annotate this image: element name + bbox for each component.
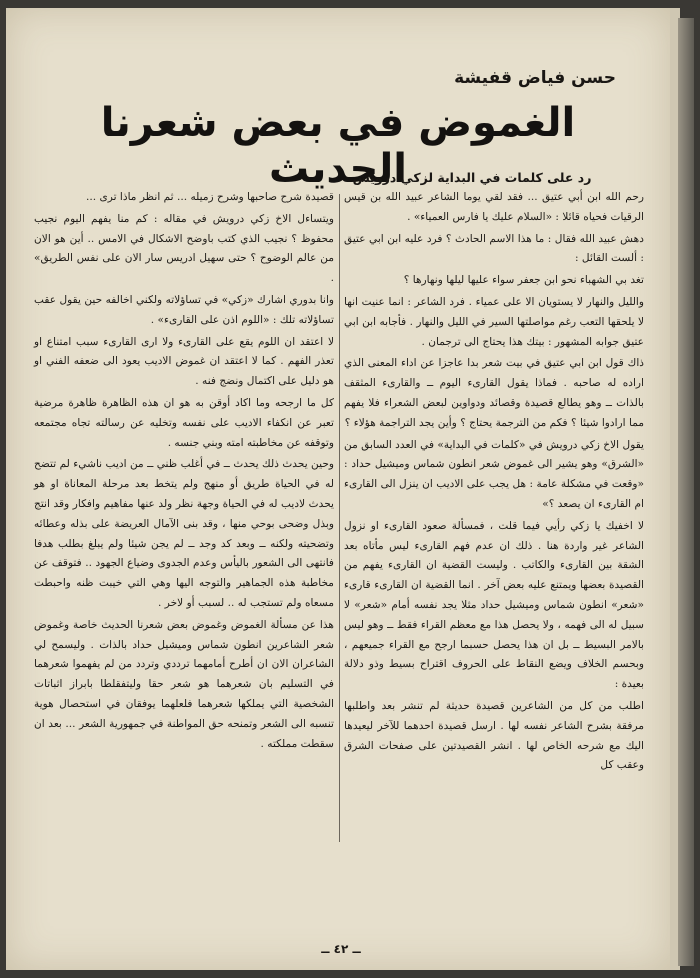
paragraph: لا اخفيك يا زكي رأيي فيما قلت ، فمسألة صعود القارىء او نزول الشاعر غير واردة هنا . ذلك ان عدم فهم القارىء ليس مأتاه بعد الشقة بين القارىء والكاتب . وليست القضية ان القارىء يفهم من القصيدة بعضها ويمتنع عليه بعض آخر . انما القضية ان القارىء قارىء «شعر» انطون شماس وميشيل حداد مثلا يجد نفسه أمام «شعر» لا سبيل له الى فهمه ، ولا يحصل هذا مع معظم القراء فقط ــ وهو ليس بالامر البسيط ــ بل ان هذا يحصل حسبما ارجح مع القراء جميعهم ، وبحسم الخلاف ويضع النقاط على الحروف اقتراح بسيط وذو دلالة بعيدة : <box>344 519 644 691</box>
paragraph: كل ما ارجحه وما اكاد أوقن به هو ان هذه الظاهرة ظاهرة مرضية تعبر عن انكفاء الاديب على نفسه وتخليه عن رسالته تجاه مجتمعه وتوقفه عن مخاطبته امته وبني جنسه . <box>34 396 334 449</box>
paragraph: دهش عبيد الله فقال : ما هذا الاسم الحادث ؟ فرد عليه ابن ابي عتيق : ألست القائل : <box>344 232 644 265</box>
paragraph: يقول الاخ زكي درويش في «كلمات في البداية» في العدد السابق من «الشرق» وهو يشير الى غموض شعر انطون شماس وميشيل حداد : «وقعت في مشكلة عامة : هل يجب على الاديب ان ينزل الى القارىء ام القارىء ان يصعد ؟» <box>344 438 644 510</box>
article-author: حسن فياض قفيشة <box>454 68 616 88</box>
column-divider <box>339 194 340 842</box>
paragraph: ويتساءل الاخ زكي درويش في مقاله : كم منا يفهم اليوم نجيب محفوظ ؟ نجيب الذي كتب باوضح الاشكال في الامس .. أين هو الان من عالم الوضوح ؟ حتى سهيل ادريس سار الان على نفس الطريق» . <box>34 212 334 285</box>
article-subtitle: رد على كلمات في البداية لزكي درويش <box>352 170 592 185</box>
magazine-page <box>6 8 680 970</box>
article-title: الغموض في بعض شعرنا الحديث <box>100 100 576 192</box>
book-edge <box>678 18 694 966</box>
paragraph: وانا بدوري اشارك «زكي» في تساؤلاته ولكني اخالفه حين يقول عقب تساؤلاته تلك : «اللوم اذن على القارىء» . <box>34 293 334 326</box>
text-column-right <box>344 188 644 776</box>
paragraph: قصيدة شرح صاحبها وشرح زميله ... ثم انظر ماذا ترى ... <box>85 191 334 203</box>
paragraph: ذاك قول ابن ابي عتيق في بيت شعر بدا عاجزا عن اداء المعنى الذي اراده له صاحبه . فماذا يقول القارىء اليوم ــ والقارىء المثقف بالذات ــ وهو يطالع قصيدة وقصائد ودواوين لبعض الشعراء فلا يفهم مما ارادوا شيئا ؟ فكم من الترجمة يحتاج ؟ وأين يجد التراجمة هؤلاء ؟ <box>344 357 644 429</box>
paragraph: وحين يحدث ذلك يحدث ــ في أغلب ظني ــ من اديب ناشيء لم تتضح له في الحياة طريق أو منهج ولم يتخط بعد مرحلة المعاناة او هو يحدث لاديب له في الحياة وجهة نظر ولد عنها مفاهيم وافكار وقد انتج وبذل وضحى بوحي منها ، وقد بنى الآمال العريضة على بذله وعطائه وتضحيته ولكنه ــ وبعد كد وجد ــ لم يجن شيئا ولم يبلغ بطلب هدفا فانتهى الى الشعور باليأس وعدم الجدوى وضياع الجهود .. فتوقف عن مخاطبة هذه الجماهير والتوجه اليها وهي التي خيبت ظنه واحبطت مسعاه ولم تستجب له .. لسبب أو لاخر . <box>34 458 334 609</box>
paragraph: لا اعتقد ان اللوم يقع على القارىء ولا ارى القارىء سبب امتناع او تعذر الفهم . كما لا اعتقد ان غموض الاديب يعود الى ضعفه الفني او هو دليل على اكتمال ونضج فنه . <box>34 335 334 388</box>
paragraph: والليل والنهار لا يستويان الا على عمياء . فرد الشاعر : انما عنيت انها لا يلحقها التعب رغم مواصلتها السير في الليل والنهار . فأجابه ابن ابي عتيق جوابه المشهور : بيتك هذا يحتاج الى ترجمان . <box>344 295 644 348</box>
text-column-left <box>34 188 334 754</box>
page-number: ــ ٤٢ ــ <box>321 942 361 956</box>
paragraph: هذا عن مسألة الغموض وغموض بعض شعرنا الحديث خاصة وغموض شعر الشاعرين انطون شماس وميشيل حداد بالذات . وليسمح لي الشاعران الان ان أطرح أمامهما ترددي وتردد من لم يفهموا شعرهما في التسليم بان شعرهما هو شعر حقا وليتفقلطا بابراز اثباتات الشخصية التي يملكها شعرهما فلعلهما يوفقان في استحصال هوية تنسبه الى الشعر وتمنحه حق المواطنة في جمهورية الشعر ... بعد ان سقطت مملكته . <box>34 618 334 750</box>
paragraph: رحم الله ابن أبي عتيق ... فقد لقي يوما الشاعر عبيد الله بن قيس الرقيات فحياه قائلا : «السلام عليك يا فارس العمياء» . <box>344 191 644 223</box>
paragraph: اطلب من كل من الشاعرين قصيدة حديثة لم تنشر بعد واطلبها مرفقة بشرح الشاعر نفسه لها . ارسل قصيدة احدهما للآخر ليعيدها اليك مع شرحه الخاص لها . انشر القصيدتين على صفحات الشرق وعقب كل <box>344 699 644 772</box>
verse: تغد بي الشهباء نحو ابن جعفر سواء عليها ليلها ونهارها ؟ <box>403 274 644 287</box>
